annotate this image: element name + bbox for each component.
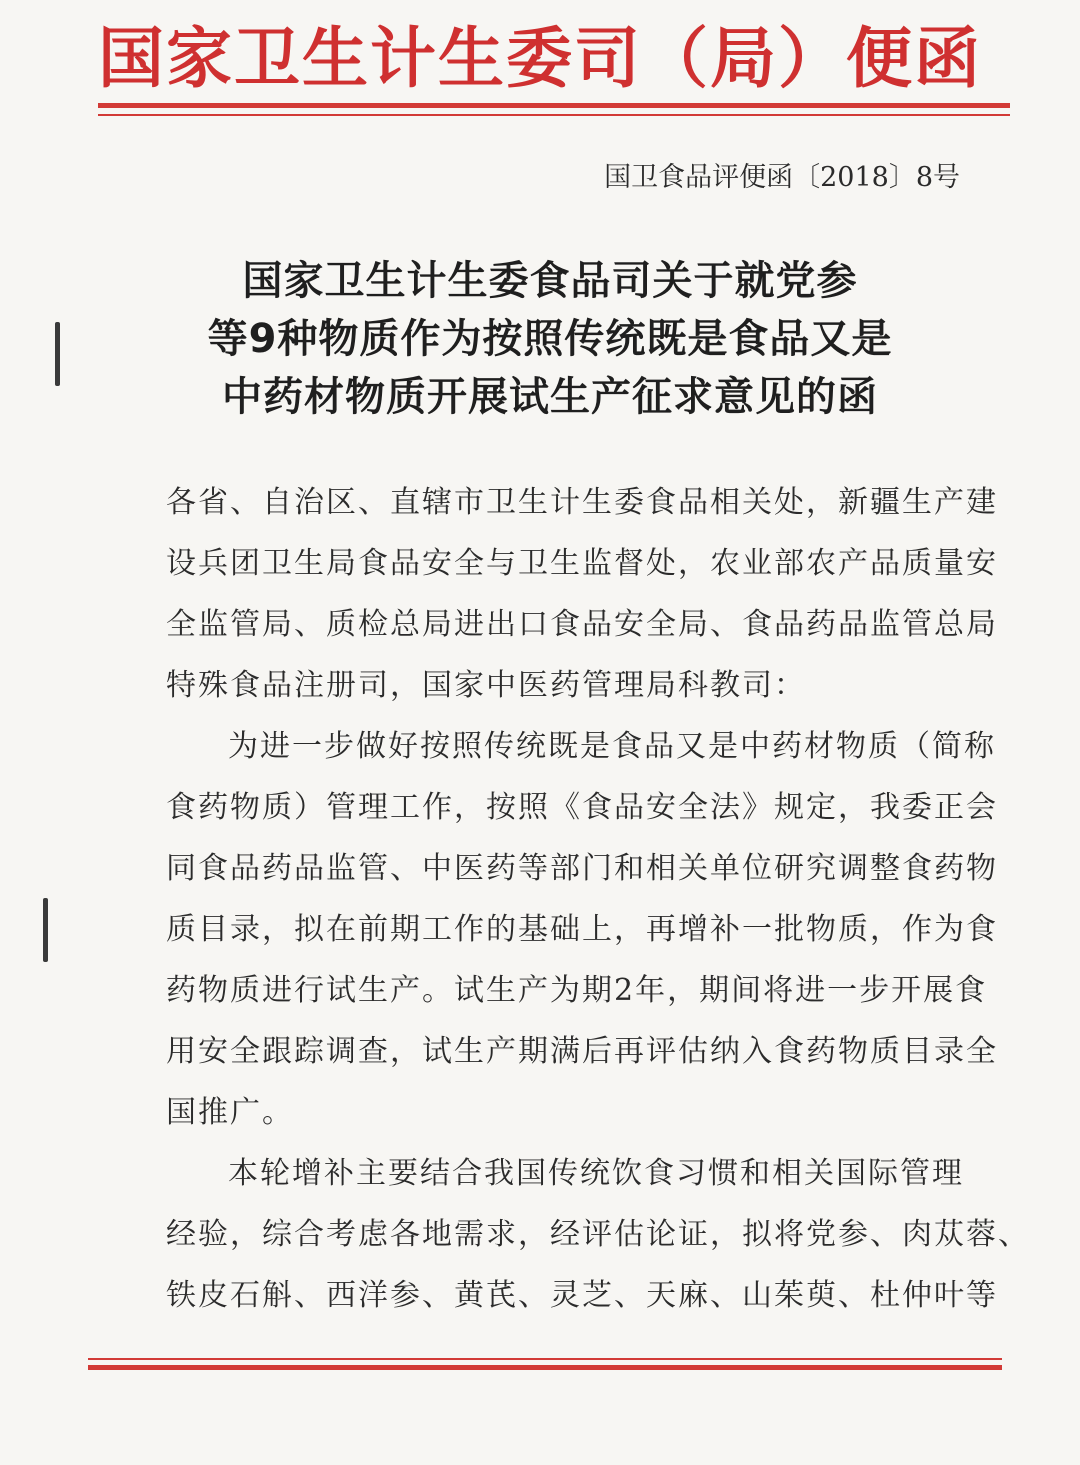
body-line: 食药物质）管理工作，按照《食品安全法》规定，我委正会 — [166, 790, 998, 825]
footer-rule-thick — [88, 1365, 1002, 1370]
document-body — [166, 472, 1030, 1326]
document-title — [150, 252, 950, 426]
body-line: 全监管局、质检总局进出口食品安全局、食品药品监管总局 — [166, 607, 998, 642]
title-line: 国家卫生计生委食品司关于就党参 — [242, 258, 858, 304]
body-line: 本轮增补主要结合我国传统饮食习惯和相关国际管理 — [228, 1156, 964, 1191]
body-line: 国推广。 — [166, 1095, 294, 1130]
title-line: 等9种物质作为按照传统既是食品又是 — [207, 316, 893, 362]
letterhead-rule-thick — [98, 103, 1010, 108]
body-line: 各省、自治区、直辖市卫生计生委食品相关处，新疆生产建 — [166, 485, 998, 520]
body-line: 特殊食品注册司，国家中医药管理局科教司： — [166, 668, 806, 703]
body-line: 用安全跟踪调查，试生产期满后再评估纳入食药物质目录全 — [166, 1034, 998, 1069]
document-number: 国卫食品评便函〔2018〕8号 — [604, 162, 960, 193]
body-line: 为进一步做好按照传统既是食品又是中药材物质（简称 — [228, 729, 996, 764]
footer-rule-thin — [88, 1358, 1002, 1360]
body-line: 铁皮石斛、西洋参、黄芪、灵芝、天麻、山茱萸、杜仲叶等 — [166, 1278, 998, 1313]
binder-mark — [43, 898, 48, 962]
binder-mark — [55, 322, 60, 386]
body-line: 经验，综合考虑各地需求，经评估论证，拟将党参、肉苁蓉、 — [166, 1217, 1030, 1252]
title-line: 中药材物质开展试生产征求意见的函 — [222, 374, 878, 420]
letterhead-title: 国家卫生计生委司（局）便函 — [98, 19, 982, 97]
body-line: 质目录，拟在前期工作的基础上，再增补一批物质，作为食 — [166, 912, 998, 947]
body-line: 同食品药品监管、中医药等部门和相关单位研究调整食药物 — [166, 851, 998, 886]
letterhead-rule-thin — [98, 114, 1010, 116]
body-line: 药物质进行试生产。试生产为期2年，期间将进一步开展食 — [166, 973, 988, 1008]
body-line: 设兵团卫生局食品安全与卫生监督处，农业部农产品质量安 — [166, 546, 998, 581]
